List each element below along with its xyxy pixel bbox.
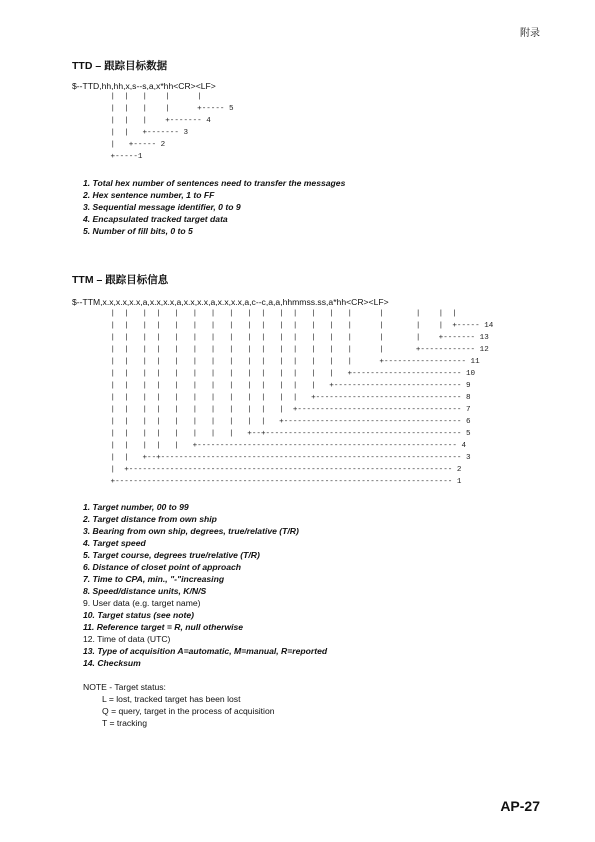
field-description: 3. Sequential message identifier, 0 to 9 bbox=[83, 202, 241, 212]
field-description: 1. Total hex number of sentences need to transfer the messages bbox=[83, 178, 346, 188]
ttd-field-diagram: | | | | | | | | | +----- 5 | | | +------- 4 | | +------- 3 | +----- 2 +-----1 bbox=[110, 93, 234, 161]
field-description: 14. Checksum bbox=[83, 658, 141, 668]
field-description: 2. Target distance from own ship bbox=[83, 514, 217, 524]
ttm-field-diagram: | | | | | | | | | | | | | | | | | | | | | | | | | | | | | | | | | | | | | +----- 14 | | | | | | | | | | | | | | | | | +------- 13 | | | | | | | | | | | | | | | | +------------ 12 | | | | | | | | | | | | | | | +------------------ 11 | | | | | | | | | | | | | | +------------------------ 10 | | | | | | | | | | | | | +---------------------------- 9 | | | | | | | | | | | | +-------------------------------- 8 | | | | | | | | | | | +------------------------------------ 7 | | | | | | | | | | +--------------------------------------- 6 | | | | | | | | +--+------------------------------------------- 5 | | | | | +--------------------------------------------------------- 4 | | +--+------------------------------------------------------------------ 3 | +----------------------------------------------------------------------- 2 +-------------------------------------------------------------------------- 1 bbox=[110, 310, 494, 486]
ttm-section-title: TTM – 跟踪目标信息 bbox=[72, 274, 169, 286]
field-description: 10. Target status (see note) bbox=[83, 610, 194, 620]
ttd-sentence-format: $--TTD,hh,hh,x,s--s,a,x*hh<CR><LF> bbox=[72, 81, 216, 91]
ttd-field-list bbox=[83, 177, 345, 237]
field-description: 2. Hex sentence number, 1 to FF bbox=[83, 190, 215, 200]
note-line: T = tracking bbox=[102, 718, 147, 728]
field-description: 5. Target course, degrees true/relative (T/R) bbox=[83, 550, 260, 560]
page-number: AP-27 bbox=[500, 798, 540, 814]
appendix-header: 附录 bbox=[520, 28, 540, 39]
target-status-note bbox=[83, 681, 275, 729]
field-description: 4. Encapsulated tracked target data bbox=[83, 214, 228, 224]
field-description: 6. Distance of closet point of approach bbox=[83, 562, 242, 572]
field-description: 1. Target number, 00 to 99 bbox=[83, 502, 189, 512]
field-description: 12. Time of data (UTC) bbox=[83, 634, 171, 644]
field-description: 13. Type of acquisition A=automatic, M=manual, R=reported bbox=[83, 646, 328, 656]
field-description: 4. Target speed bbox=[83, 538, 146, 548]
note-line: L = lost, tracked target has been lost bbox=[102, 694, 241, 704]
note-title: NOTE - Target status: bbox=[83, 682, 166, 692]
field-description: 9. User data (e.g. target name) bbox=[83, 598, 201, 608]
ttm-sentence-format: $--TTM,x.x,x.x,x.x,a,x.x,x.x,a,x.x,x.x,a,x.x,x.x,a,c--c,a,a,hhmmss.ss,a*hh<CR><LF> bbox=[72, 297, 389, 307]
field-description: 5. Number of fill bits, 0 to 5 bbox=[83, 226, 193, 236]
ttm-field-list bbox=[83, 501, 327, 669]
ttd-section-title: TTD – 跟踪目标数据 bbox=[72, 60, 168, 72]
field-description: 7. Time to CPA, min., "-"increasing bbox=[83, 574, 225, 584]
note-line: Q = query, target in the process of acquisition bbox=[102, 706, 275, 716]
field-description: 8. Speed/distance units, K/N/S bbox=[83, 586, 207, 596]
field-description: 11. Reference target = R, null otherwise bbox=[83, 622, 244, 632]
field-description: 3. Bearing from own ship, degrees, true/relative (T/R) bbox=[83, 526, 299, 536]
